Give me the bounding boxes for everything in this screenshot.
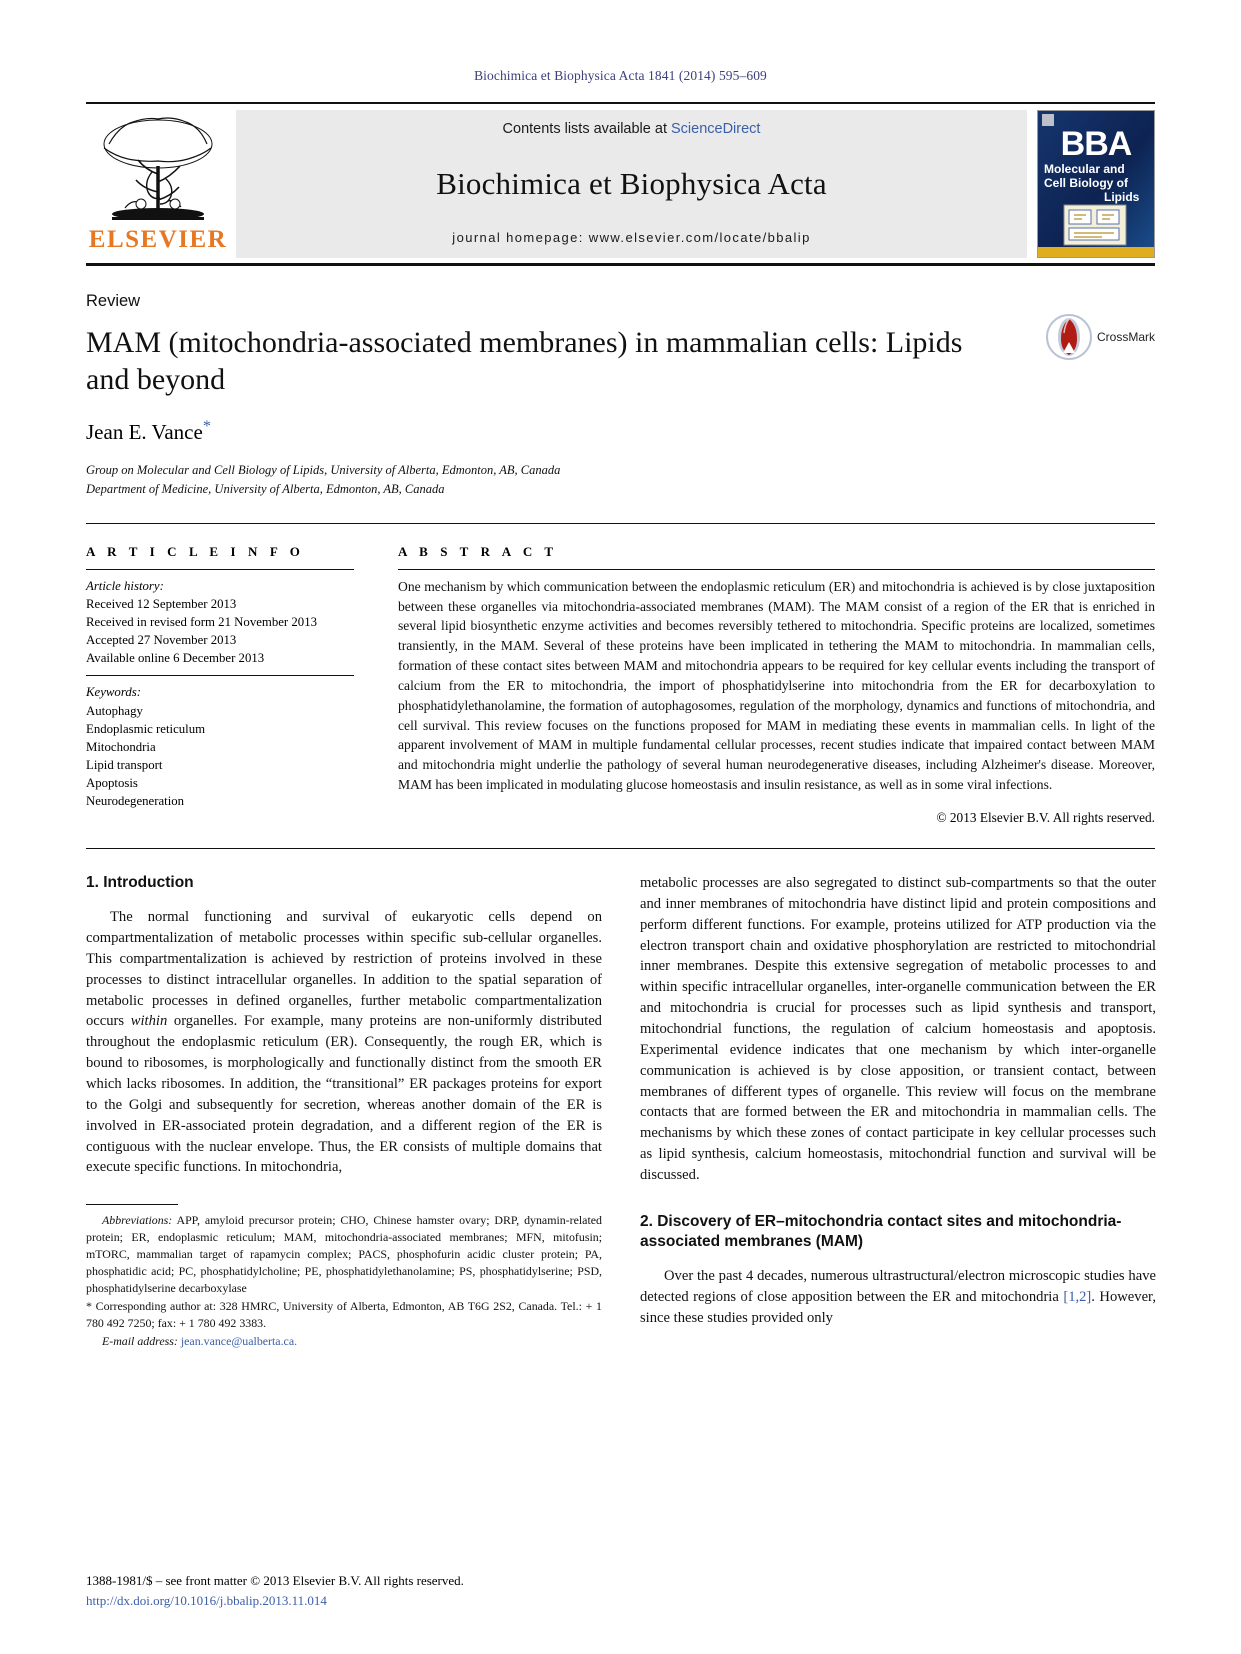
sec2-part-b: . However, since these studies provided only (640, 1289, 1156, 1326)
keyword-item: Endoplasmic reticulum (86, 721, 206, 736)
abbreviations-text: APP, amyloid precursor protein; CHO, Chinese hamster ovary; DRP, dynamin-related protein; ER, endoplasmic reticulum; MAM, mitochondria-associated membranes; MFN, mitofusin; mTORC, mammalian target of rapamycin complex; PACS, phosphofurin acidic cluster protein; PA, phosphatidic acid; PC, phosphatidylcholine; PE, phosphatidylethanolamine; PS, phosphatidylserine; PSD, phosphatidylserine decarboxylase (86, 1213, 602, 1295)
bba-cover-art (1038, 111, 1154, 257)
author-list (86, 418, 1155, 445)
article-title: MAM (mitochondria-associated membranes) in mammalian cells: Lipids and beyond (86, 326, 963, 396)
journal-masthead (86, 102, 1155, 266)
svg-text:Lipids: Lipids (1104, 190, 1140, 204)
keywords-label: Keywords: (86, 685, 141, 700)
para-part-a: The normal functioning and survival of eukaryotic cells depend on compartmentalization of metabolic processes within specific sub-cellular organelles. This compartmentalization is achieved by restriction of proteins involved in these processes to distinct intracellular organelles. In addition to the spatial separation of metabolic processes in defined organelles, further metabolic compartmentalization occurs (86, 909, 602, 1030)
corresponding-text: Corresponding author at: 328 HMRC, University of Alberta, Edmonton, AB T6G 2S2, Canada. Tel.: + 1 780 492 7250; fax: + 1 780 492 3383. (86, 1298, 602, 1330)
para-part-b: organelles. For example, many proteins are non-uniformly distributed throughout the endoplasmic reticulum (ER). Consequently, the rough ER, which is bound to ribosomes, is morphologically and functionally distinct from the smooth ER which lacks ribosomes. In addition, the “transitional” ER packages proteins for export to the Golgi and subsequently for secretion, whereas another domain of the ER is involved in ER-associated protein degradation, and a different region of the ER is contiguous with the nuclear envelope. Thus, the ER consists of multiple domains that execute specific functions. In mitochondria, (86, 1013, 602, 1176)
section-2-paragraph-1 (640, 1266, 1156, 1329)
author-name: Jean E. Vance (86, 420, 203, 445)
front-matter-line: 1388-1981/$ – see front matter © 2013 Elsevier B.V. All rights reserved. (86, 1573, 464, 1588)
section-1-paragraph-left (86, 907, 602, 1178)
crossmark-label: CrossMark (1096, 330, 1155, 344)
doi-link[interactable]: http://dx.doi.org/10.1016/j.bbalip.2013.11.014 (86, 1592, 327, 1608)
body-column-right (640, 873, 1156, 1350)
email-note (86, 1333, 602, 1350)
page-footer (86, 1571, 602, 1610)
svg-text:Molecular and: Molecular and (1044, 162, 1125, 176)
citation-link[interactable]: [1,2] (1063, 1289, 1092, 1305)
keyword-item: Autophagy (86, 703, 143, 718)
crossmark-badge[interactable] (1046, 314, 1155, 360)
svg-text:Cell Biology of: Cell Biology of (1044, 176, 1128, 190)
sciencedirect-link[interactable]: ScienceDirect (671, 121, 761, 137)
contents-available-line (503, 121, 761, 137)
journal-cover-thumbnail (1037, 110, 1155, 258)
article-header (86, 266, 1155, 499)
footnote-rule (86, 1204, 178, 1205)
keyword-item: Neurodegeneration (86, 794, 185, 809)
journal-homepage-link[interactable]: journal homepage: www.elsevier.com/locate/bbalip (452, 230, 811, 245)
article-history-label: Article history: (86, 578, 164, 593)
article-body (86, 848, 1155, 1350)
article-doctype: Review (86, 292, 141, 310)
elsevier-tree-icon (95, 114, 221, 226)
sec2-part-a: Over the past 4 decades, numerous ultrastructural/electron microscopic studies have detected regions of close apposition between the ER and mitochondria (640, 1268, 1156, 1305)
affiliation-1: Group on Molecular and Cell Biology of Lipids, University of Alberta, Edmonton, AB, Canada (86, 463, 561, 478)
para-italic-within: within (130, 1013, 168, 1030)
footnote-block (86, 1204, 602, 1349)
corresponding-marker: * (86, 1298, 92, 1313)
abstract-copyright: © 2013 Elsevier B.V. All rights reserved. (936, 809, 1155, 825)
abstract-rule (398, 569, 1155, 570)
elsevier-logo (86, 110, 230, 258)
abstract-text: One mechanism by which communication between the endoplasmic reticulum (ER) and mitochondria is achieved is by close juxtaposition between these organelles via mitochondria-associated membranes (MAM). The MAM consist of a region of the ER that is enriched in several lipid biosynthetic enzyme activities and becomes reversibly tethered to mitochondria. Specific proteins are localized, sometimes transiently, in the MAM. Several of these proteins have been implicated in tethering the MAM to mitochondria. In mammalian cells, formation of these contact sites between MAM and mitochondria appears to be required for key cellular events including the transport of calcium from the ER to mitochondria, the import of phosphatidylserine into mitochondria from the ER for decarboxylation to phosphatidylethanolamine, the formation of autophagosomes, regulation of the morphology, dynamics and functions of mitochondria, and cell survival. This review focuses on the functions proposed for MAM in mediating these events in mammalian cells. In light of the apparent involvement of MAM in multiple fundamental cellular processes, recent studies indicate that impaired contact between MAM and mitochondria might underlie the pathology of several human neurodegenerative diseases, including Alzheimer's disease. Moreover, MAM has been implicated in modulating glucose homeostasis and insulin resistance, as well as in some viral infections. (398, 578, 1155, 793)
keyword-item: Apoptosis (86, 776, 138, 791)
running-head: Biochimica et Biophysica Acta 1841 (2014) 595–609 (474, 68, 767, 83)
email-address-link[interactable]: jean.vance@ualberta.ca. (180, 1333, 298, 1348)
elsevier-wordmark: ELSEVIER (88, 226, 228, 253)
info-abstract-row (86, 523, 1155, 826)
email-label: E-mail address: (102, 1333, 178, 1348)
history-accepted: Accepted 27 November 2013 (86, 633, 237, 648)
abbreviations-note (86, 1212, 602, 1297)
abstract-heading: A B S T R A C T (398, 543, 558, 559)
section-2-heading: 2. Discovery of ER–mitochondria contact sites and mitochondria-associated membranes (MAM) (640, 1212, 1122, 1250)
keywords-block (86, 683, 354, 810)
section-1-heading: 1. Introduction (86, 873, 194, 891)
article-info-rule (86, 569, 354, 570)
keywords-rule (86, 675, 354, 676)
journal-title: Biochimica et Biophysica Acta (436, 165, 827, 201)
contents-prefix: Contents lists available at (502, 121, 671, 137)
history-revised: Received in revised form 21 November 2013 (86, 615, 317, 629)
history-online: Available online 6 December 2013 (86, 651, 265, 666)
keyword-item: Mitochondria (86, 739, 156, 754)
history-received: Received 12 September 2013 (86, 596, 237, 611)
article-info-heading: A R T I C L E I N F O (86, 543, 305, 559)
crossmark-icon (1046, 314, 1092, 360)
svg-text:BBA: BBA (1060, 125, 1132, 163)
article-info-column (86, 544, 354, 826)
masthead-center-panel (236, 110, 1027, 258)
section-1-paragraph-right: metabolic processes are also segregated to distinct sub-compartments so that the outer and inner membranes of mitochondria have distinct lipid and protein compositions and perform different functions. For example, proteins utilized for ATP production via the electron transport chain and oxidative phosphorylation are restricted to mitochondrial inner membranes. Despite this extensive segregation of metabolic processes to and within specific intracellular organelles, inter-organelle communication between the ER and mitochondria is crucial for processes such as lipid synthesis and transport, mitochondrial functions, the regulation of calcium homeostasis and apoptosis. Experimental evidence indicates that one mechanism by which inter-organelle communication is achieved is by close apposition, or transient contact, between membranes of different types of organelle. This review will focus on the membrane contacts that are formed between the ER and mitochondria in mammalian cells. The mechanisms by which these zones of contact participate in key cellular processes such as lipid synthesis, calcium homeostasis, mitochondrial function and survival will be discussed. (640, 874, 1156, 1183)
affiliation-2: Department of Medicine, University of Alberta, Edmonton, AB, Canada (86, 481, 445, 496)
abbreviations-label: Abbreviations: (102, 1213, 173, 1228)
corresponding-author-note (86, 1298, 602, 1332)
body-column-left (86, 873, 602, 1350)
corresponding-author-marker: * (202, 418, 211, 436)
keyword-item: Lipid transport (86, 758, 163, 773)
abstract-column (398, 544, 1155, 826)
article-history-block (86, 577, 354, 668)
